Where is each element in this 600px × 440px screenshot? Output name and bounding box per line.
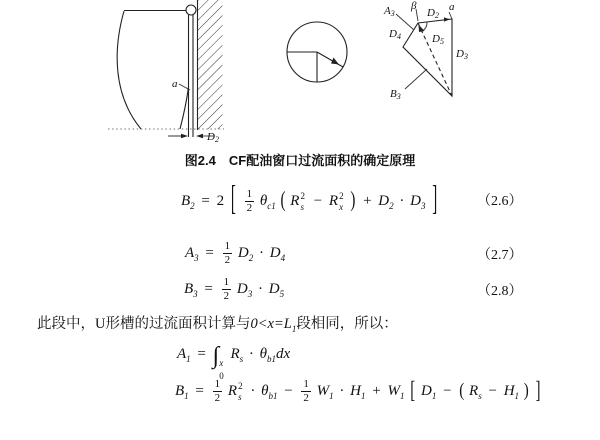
fraction-half: $\frac{1}{2}$ xyxy=(223,276,230,303)
equation-number-2-7: （2.7） xyxy=(477,248,523,263)
integral-limits: x 0 xyxy=(219,358,224,381)
fraction-half: $\frac{1}{2}$ xyxy=(224,240,231,267)
piston-fillet-curve xyxy=(180,87,189,129)
big-right-bracket: ] xyxy=(432,182,438,219)
beta-angle-arrowhead xyxy=(419,25,425,33)
figure-caption xyxy=(0,150,600,169)
label-d3: D3 xyxy=(456,48,468,61)
label-a-left: a xyxy=(172,78,178,90)
figure-caption-number: 图2.4 xyxy=(184,153,216,168)
fraction-half: $\frac{1}{2}$ xyxy=(214,378,221,405)
equation-2-6: $B_2 = 2$ [ $\frac{1}{2}$ $\theta_{c1}$ ( R 2 s − R 2 x ) + $D_2 \cdot D_3$ ] xyxy=(181,188,440,215)
equation-2-8: $B_3$ = $\frac{1}{2}$ $D_3 \cdot D_5$ xyxy=(184,276,285,303)
figure-caption-text: CF配油窗口过流面积的确定原理 xyxy=(228,153,416,168)
angle-arrowhead xyxy=(331,58,339,65)
eqA1-lhs: A xyxy=(177,346,187,362)
equation-number-2-6: （2.6） xyxy=(477,194,523,209)
equation-2-7: $A_3$ = $\frac{1}{2}$ $D_2 \cdot D_4$ xyxy=(185,240,286,267)
top-edge-arrowhead xyxy=(444,17,450,21)
right-bracket: ] xyxy=(535,377,541,405)
radius-diagonal xyxy=(317,52,343,67)
dim-arrowhead-left xyxy=(181,134,188,138)
big-left-bracket: [ xyxy=(230,182,236,219)
label-a-leader-right xyxy=(449,12,452,19)
equation-number-2-8: （2.8） xyxy=(477,284,523,299)
eq27-lhs: A xyxy=(185,245,195,262)
eq26-lhs: B xyxy=(181,193,191,210)
label-d2-left: D2 xyxy=(207,131,219,144)
circle-diagram xyxy=(287,22,347,82)
figure-2-4 xyxy=(0,0,600,148)
label-a3: A3 xyxy=(384,5,395,18)
dim-arrowhead-right xyxy=(196,134,203,138)
wall-hatch xyxy=(198,0,223,129)
left-diagram xyxy=(108,0,224,144)
body-text: 此段中，U形槽的过流面积计算与$0<x=L_1$段相同，所以： xyxy=(37,316,398,334)
label-d4: D4 xyxy=(389,28,401,41)
fraction-half: $\frac{1}{2}$ xyxy=(246,188,253,215)
right-paren: ) xyxy=(350,189,356,213)
piston-left-curve xyxy=(117,11,141,129)
left-paren: ( xyxy=(280,189,286,213)
pin-circle xyxy=(186,5,196,15)
label-a3-leader xyxy=(396,14,414,30)
right-paren: ) xyxy=(523,381,529,402)
eqB1-lhs: B xyxy=(175,383,185,400)
label-d2-right: D2 xyxy=(427,7,439,20)
integral-sign: ∫ xyxy=(212,343,220,369)
fraction-half: $\frac{1}{2}$ xyxy=(303,378,309,405)
label-b3-leader xyxy=(405,69,427,89)
label-beta: β xyxy=(411,0,417,12)
label-d5: D5 xyxy=(432,33,444,46)
quad-diagram xyxy=(383,0,468,101)
equation-a1: $A_1$ = ∫ x 0 $R_s \cdot \theta_{b1}dx$ xyxy=(177,343,291,381)
equation-b1: $B_1$ = $\frac{1}{2}$ R 2 s · $\theta_{b1}$ − $\frac{1}{2}$ $W_1 \cdot H_1 + W_1$ [ $D_1$ − ( $R_s - H_1$ ) ] xyxy=(175,377,541,405)
label-a-right: a xyxy=(449,1,455,13)
inline-expression: 0<x=L xyxy=(250,316,292,332)
left-paren: ( xyxy=(459,381,465,402)
label-b3: B3 xyxy=(390,88,401,101)
left-bracket: [ xyxy=(410,377,416,405)
eq28-lhs: B xyxy=(184,281,194,298)
